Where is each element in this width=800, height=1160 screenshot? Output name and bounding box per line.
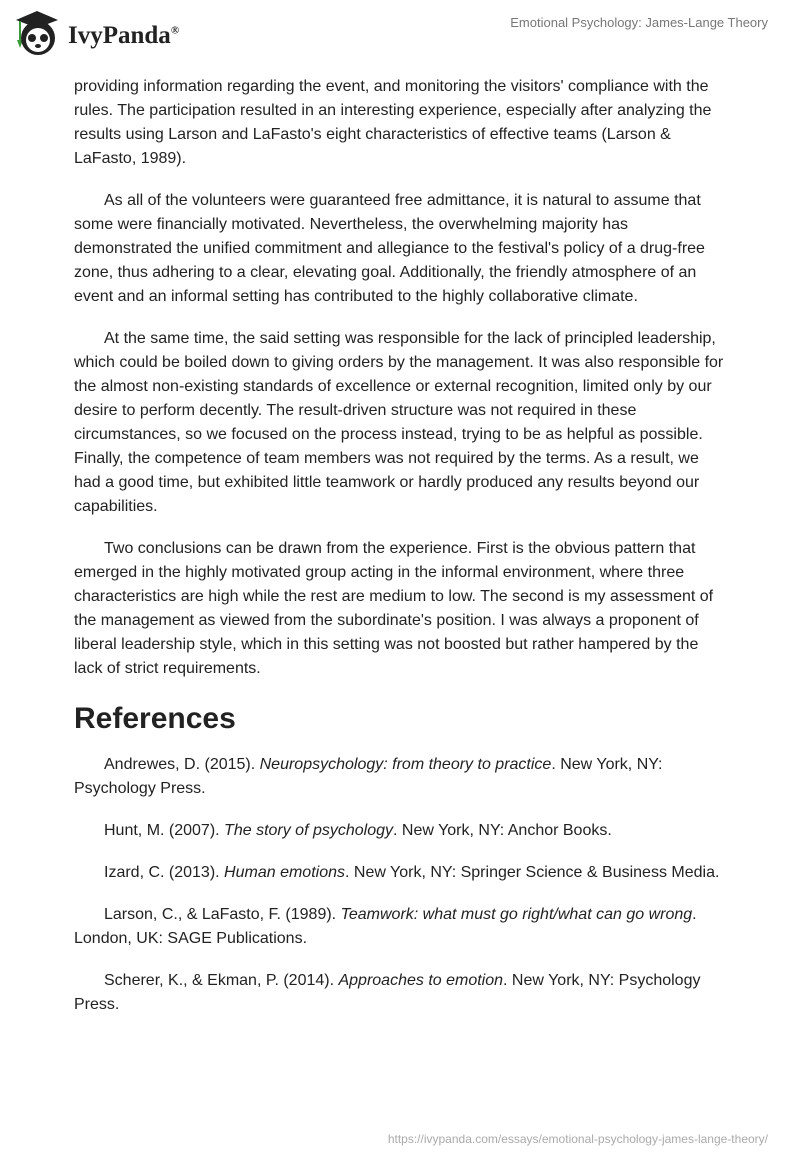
reference-publisher: . New York, NY: Springer Science & Business Media. [345, 864, 720, 881]
panda-graduate-icon [12, 8, 62, 58]
reference-item [74, 753, 728, 801]
reference-publisher: . London, UK: SAGE Publications. [74, 906, 697, 947]
essay-content [74, 75, 728, 1035]
body-paragraph: As all of the volunteers were guaranteed free admittance, it is natural to assume that some were financially motivated. Nevertheless, the overwhelming majority has demonstrated the unified commitment and allegiance to the festival's policy of a drug-free zone, thus adhering to a clear, elevating goal. Additionally, the friendly atmosphere of an event and an informal setting has contributed to the highly collaborative climate. [74, 192, 705, 305]
registered-mark: ® [170, 24, 180, 37]
header [0, 0, 800, 60]
footer-url[interactable]: https://ivypanda.com/essays/emotional-psychology-james-lange-theory/ [387, 1132, 768, 1146]
reference-item [74, 861, 728, 885]
reference-title: Human emotions [224, 864, 345, 881]
reference-authors: Hunt, M. (2007). [104, 822, 225, 839]
reference-title: The story of psychology [224, 822, 394, 839]
reference-item [74, 969, 728, 1017]
references-heading: References [74, 702, 236, 735]
reference-publisher: . New York, NY: Psychology Press. [74, 756, 663, 797]
reference-authors: Larson, C., & LaFasto, F. (1989). [104, 906, 341, 923]
reference-title: Teamwork: what must go right/what can go wrong [340, 906, 693, 923]
body-paragraph: providing information regarding the event, and monitoring the visitors' compliance with the rules. The participation resulted in an interesting experience, especially after analyzing the results using Larson and LaFasto's eight characteristics of effective teams (Larson & LaFasto, 1989). [74, 78, 712, 167]
reference-authors: Andrewes, D. (2015). [104, 756, 260, 773]
reference-authors: Scherer, K., & Ekman, P. (2014). [104, 972, 339, 989]
ivypanda-logo[interactable] [12, 8, 179, 58]
document-title: Emotional Psychology: James-Lange Theory [510, 15, 768, 30]
reference-publisher: . New York, NY: Psychology Press. [74, 972, 701, 1013]
reference-item [74, 903, 728, 951]
brand-name: IvyPanda [68, 22, 171, 49]
reference-item [74, 819, 728, 843]
reference-title: Approaches to emotion [338, 972, 504, 989]
reference-publisher: . New York, NY: Anchor Books. [393, 822, 612, 839]
reference-title: Neuropsychology: from theory to practice [259, 756, 552, 773]
reference-authors: Izard, C. (2013). [104, 864, 225, 881]
body-paragraph: At the same time, the said setting was responsible for the lack of principled leadership, which could be boiled down to giving orders by the management. It was also responsible for the almost non-existing standards of excellence or external recognition, limited only by our desire to perform decently. The result-driven structure was not required in these circumstances, so we focused on the process instead, trying to be as helpful as possible. Finally, the competence of team members was not required by the terms. As a result, we had a good time, but exhibited little teamwork or hardly produced any results beyond our capabilities. [74, 330, 724, 515]
body-paragraph: Two conclusions can be drawn from the experience. First is the obvious pattern that emerged in the highly motivated group acting in the informal environment, where three characteristics are high while the rest are medium to low. The second is my assessment of the management as viewed from the subordinate's position. I was always a proponent of liberal leadership style, which in this setting was not boosted but rather hampered by the lack of strict requirements. [74, 540, 714, 677]
